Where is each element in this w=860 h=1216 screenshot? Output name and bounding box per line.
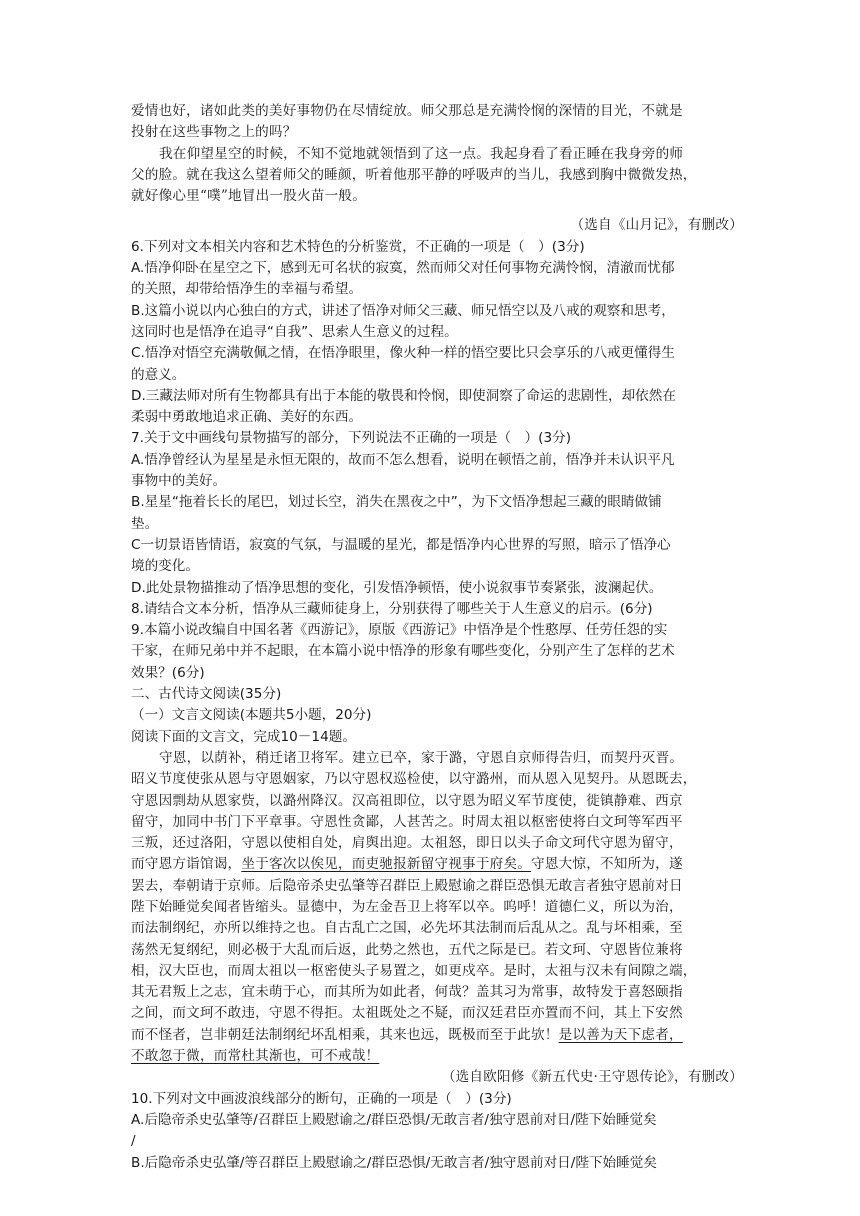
classical-line: 而法制纲纪，亦所以维持之也。自古乱亡之国，必先坏其法制而后乱从之。乱与坏相乘，至 xyxy=(131,920,683,937)
classical-line-wavy: 罢去，奉朝请于京师。后隐帝杀史弘肇等召群臣上殿慰谕之群臣恐惧无敢言者独守恩前对日 xyxy=(131,877,683,894)
option-line: C一切景语皆情语，寂寞的气氛，与温暖的星光，都是悟净内心世界的写照，暗示了悟净心 xyxy=(131,536,671,553)
passage-line: 就好像心里“噗”地冒出一股火苗一般。 xyxy=(131,188,366,205)
passage-line: 我在仰望星空的时候，不知不觉地就领悟到了这一点。我起身看了看正睡在我身旁的师 xyxy=(159,145,684,162)
source-citation: （选自欧阳修《新五代史·王守恩传论》，有删改） xyxy=(441,1069,743,1086)
classical-text: 守恩大惊，不知所为，遂 xyxy=(531,856,683,873)
question-6: 6.下列对文本相关内容和艺术特色的分析鉴赏，不正确的一项是（ ）(3分) xyxy=(131,238,585,255)
reading-instruction: 阅读下面的文言文，完成10－14题。 xyxy=(131,728,356,745)
passage-line: 父的脸。就在我这么望着师父的睡颜，听着他那平静的呼吸声的当儿，我感到胸中微微发热， xyxy=(131,166,697,183)
classical-text: 而守恩方诣馆谒， xyxy=(131,856,242,873)
classical-line: 陛下始睡觉矣闻者皆缩头。显德中，为左金吾卫上将军以卒。呜呼！道德仁义，所以为治， xyxy=(131,898,683,915)
question-9: 9.本篇小说改编自中国名著《西游记》，原版《西游记》中悟净是个性憨厚、任劳任怨的实 xyxy=(131,622,668,639)
classical-line: 守恩因剽劫从恩家赀，以潞州降汉。汉高祖即位，以守恩为昭义军节度使，徙镇静难、西京 xyxy=(131,792,683,809)
option-line: B.这篇小说以内心独白的方式，讲述了悟净对师父三藏、师兄悟空以及八戒的观察和思考， xyxy=(131,302,675,319)
classical-line: 留守，加同中书门下平章事。守恩性贪鄙，人甚苦之。时周太祖以枢密使将白文珂等军西平 xyxy=(131,813,683,830)
passage-line: 爱情也好，诸如此类的美好事物仍在尽情绽放。师父那总是充满怜悯的深情的目光，不就是 xyxy=(131,103,683,119)
source-citation: （选自《山月记》，有删改） xyxy=(570,217,743,234)
classical-line xyxy=(131,1025,743,1046)
document-page xyxy=(131,101,743,1174)
option-line: 垫。 xyxy=(131,515,159,532)
classical-line: 荡然无复纲纪，则必极于大乱而后返，此势之然也，五代之际是已。若文珂、守恩皆位兼将 xyxy=(131,941,683,958)
option-line: C.悟净对悟空充满敬佩之情，在悟净眼里，像火种一样的悟空要比只会享乐的八戒更懂得生 xyxy=(131,345,675,362)
option-line: 这同时也是悟净在追寻“自我”、思索人生意义的过程。 xyxy=(131,323,458,340)
option-line: D.三藏法师对所有生物都具有出于本能的敬畏和怜悯，即使洞察了命运的悲剧性，却依然在 xyxy=(131,387,676,404)
option-line: 事物中的美好。 xyxy=(131,473,227,490)
classical-line xyxy=(131,1046,743,1067)
classical-line: 其无君叛上之志，宜未萌于心，而其所为如此者，何哉？盖其习为常事，故特发于喜怒颐指 xyxy=(131,984,683,1001)
section-heading: 二、古代诗文阅读(35分) xyxy=(131,686,282,703)
option-line: A.后隐帝杀史弘肇等/召群臣上殿慰谕之/群臣恐惧/无敢言者/独守恩前对日/陛下始睡觉矣 xyxy=(131,1111,657,1128)
option-line: / xyxy=(131,1133,136,1150)
question-10: 10.下列对文中画波浪线部分的断句，正确的一项是（ ）(3分) xyxy=(131,1090,512,1107)
option-line: 柔弱中勇敢地追求正确、美好的东西。 xyxy=(131,409,363,426)
option-line: B.后隐帝杀史弘肇/等召群臣上殿慰谕之/群臣恐惧/无敢言者/独守恩前对日/陛下始睡觉矣 xyxy=(131,1154,657,1171)
passage-line: 投射在这些事物之上的吗？ xyxy=(131,124,297,141)
classical-line: 昭义节度使张从恩与守恩姻家，乃以守恩权巡检使，以守潞州，而从恩入见契丹。从恩既去， xyxy=(131,771,697,788)
option-line: 的意义。 xyxy=(131,366,186,383)
option-line: A.悟净仰卧在星空之下，感到无可名状的寂寞，然而师父对任何事物充满怜悯，清澈而忧郁 xyxy=(131,260,675,277)
classical-line: 守恩，以荫补，稍迁诸卫将军。建立已卒，家于潞，守恩自京师得告归，而契丹灭晋。 xyxy=(159,749,684,766)
question-9-line: 干家，在师兄弟中并不起眼，在本篇小说中悟净的形象有哪些变化，分别产生了怎样的艺术 xyxy=(131,643,675,660)
option-line: D.此处景物描推动了悟净思想的变化，引发悟净顿悟，使小说叙事节奏紧张，波澜起伏。 xyxy=(131,579,663,596)
question-9-line: 效果？(6分) xyxy=(131,664,205,681)
underlined-sentence: 坐于客次以俟见，而吏驰报新留守视事于府矣。 xyxy=(241,856,532,873)
option-line: 的关照，却带给悟净生的幸福与希望。 xyxy=(131,281,363,298)
classical-line xyxy=(131,854,743,875)
classical-line: 相，汉大臣也，而周太祖以一枢密使头子易置之，如更戍卒。是时，太祖与汉未有间隙之端， xyxy=(131,962,697,979)
classical-text: 而不怪者，岂非朝廷法制纲纪坏乱相乘，其来也远，既极而至于此欤！ xyxy=(131,1026,559,1043)
option-line: 境的变化。 xyxy=(131,558,199,575)
underlined-sentence: 不敢忽于微，而常杜其渐也，可不戒哉！ xyxy=(131,1048,380,1065)
option-line: A.悟净曾经认为星星是永恒无限的，故而不怎么想看，说明在顿悟之前，悟净并未认识平凡 xyxy=(131,451,675,468)
question-8: 8.请结合文本分析，悟净从三藏师徒身上，分别获得了哪些关于人生意义的启示。(6分) xyxy=(131,600,653,617)
option-line: B.星星“拖着长长的尾巴，划过长空，消失在黑夜之中”，为下文悟净想起三藏的眼睛做铺 xyxy=(131,494,662,511)
classical-line: 之间，而文珂不敢违，守恩不得拒。太祖既处之不疑，而汉廷君臣亦置而不问，其上下安然 xyxy=(131,1005,683,1022)
subsection-heading: （一）文言文阅读(本题共5小题，20分) xyxy=(131,707,372,724)
classical-line: 三叛，还过洛阳，守恩以使相自处，肩舆出迎。太祖怒，即日以头子命文珂代守恩为留守， xyxy=(131,835,683,852)
underlined-sentence: 是以善为天下虑者， xyxy=(558,1026,683,1043)
question-7: 7.关于文中画线句景物描写的部分，下列说法不正确的一项是（ ）(3分) xyxy=(131,430,572,447)
